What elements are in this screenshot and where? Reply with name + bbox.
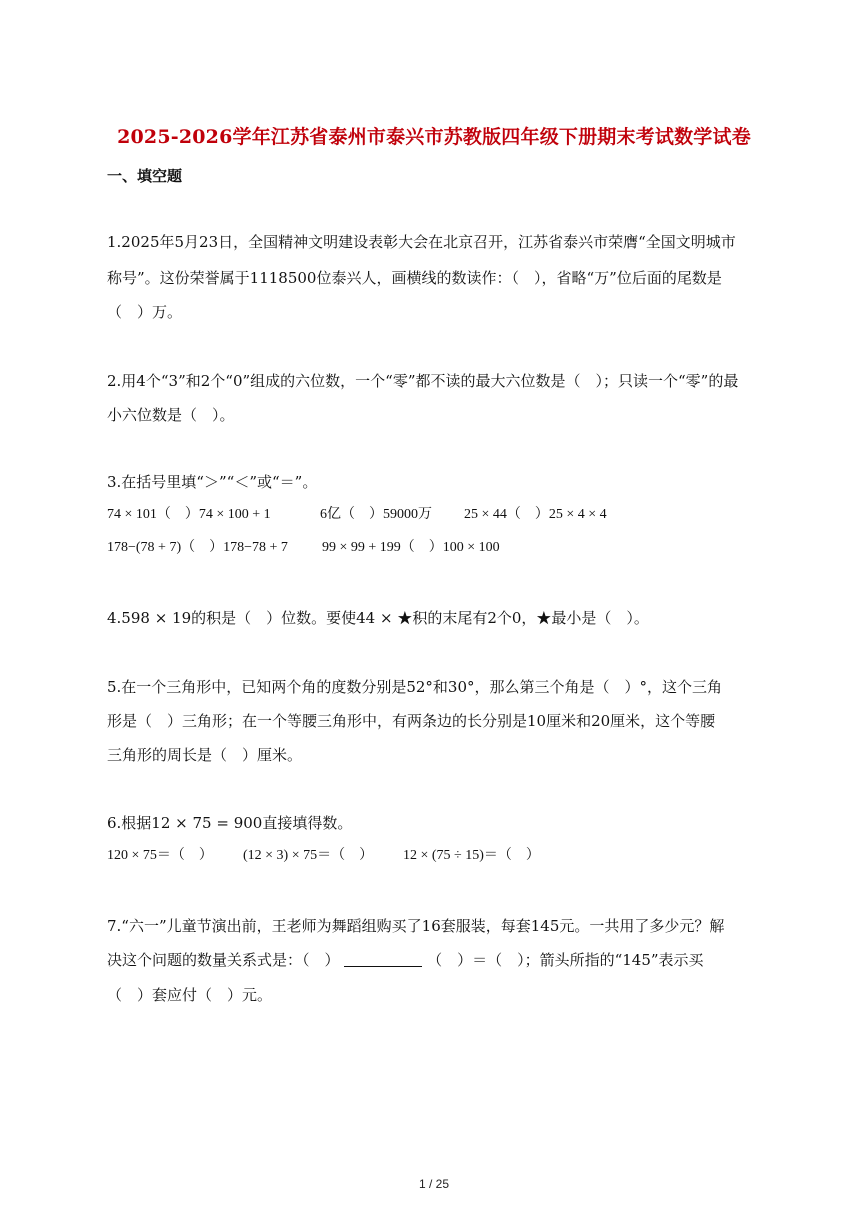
q5-line-1: 5.在一个三角形中，已知两个角的度数分别是52°和30°，那么第三个角是（ ）°，这个三角 xyxy=(107,678,722,696)
q3-item: 74 × 101（ ）74 × 100 + 1 xyxy=(107,507,271,522)
q1-line-3: （ ）万。 xyxy=(107,303,183,321)
q3-line-1: 3.在括号里填“＞”“＜”或“＝”。 xyxy=(107,473,318,491)
q3-item: 25 × 44（ ）25 × 4 × 4 xyxy=(464,507,607,522)
q7-line-2-start: 决这个问题的数量关系式是：（ ） xyxy=(107,951,340,969)
page-number: 1 / 25 xyxy=(418,1177,450,1191)
q4-line-1: 4.598 × 19的积是（ ）位数。要使44 × ★积的末尾有2个0，★最小是（ ）。 xyxy=(107,609,649,627)
q6-item: 120 × 75＝（ ） xyxy=(107,848,213,863)
q3-item: 99 × 99 + 199（ ）100 × 100 xyxy=(322,540,500,555)
q1-line-2: 称号”。这份荣誉属于1118500位泰兴人，画横线的数读作：（ ），省略“万”位后面的尾数是 xyxy=(107,269,722,287)
q2-line-2: 小六位数是（ ）。 xyxy=(107,406,235,424)
q7-line-2-end: （ ）＝（ ）；箭头所指的“145”表示买 xyxy=(427,951,704,969)
q3-item: 178−(78 + 7)（ ）178−78 + 7 xyxy=(107,540,288,555)
q6-item: 12 × (75 ÷ 15)＝（ ） xyxy=(403,848,540,863)
q1-line-1: 1.2025年5月23日，全国精神文明建设表彰大会在北京召开，江苏省泰兴市荣膺“全国文明城市 xyxy=(107,233,736,251)
page-title: 2025-2026学年江苏省泰州市泰兴市苏教版四年级下册期末考试数学试卷 xyxy=(117,126,751,148)
q7-line-1: 7.“六一”儿童节演出前，王老师为舞蹈组购买了16套服装，每套145元。一共用了多少元？解 xyxy=(107,917,725,935)
q3-item: 6亿（ ）59000万 xyxy=(320,507,432,522)
section-heading: 一、填空题 xyxy=(107,167,183,185)
q5-line-3: 三角形的周长是（ ）厘米。 xyxy=(107,746,303,764)
q2-line-1: 2.用4个“3”和2个“0”组成的六位数，一个“零”都不读的最大六位数是（ ）；只读一个“零”的最 xyxy=(107,372,739,390)
q5-line-2: 形是（ ）三角形；在一个等腰三角形中，有两条边的长分别是10厘米和20厘米，这个等腰 xyxy=(107,712,716,730)
answer-blank-line xyxy=(344,952,422,967)
q7-line-3: （ ）套应付（ ）元。 xyxy=(107,986,273,1004)
q6-line-1: 6.根据12 × 75 = 900直接填得数。 xyxy=(107,814,353,832)
q6-item: (12 × 3) × 75＝（ ） xyxy=(243,848,374,863)
q7-line-2 xyxy=(107,950,704,970)
